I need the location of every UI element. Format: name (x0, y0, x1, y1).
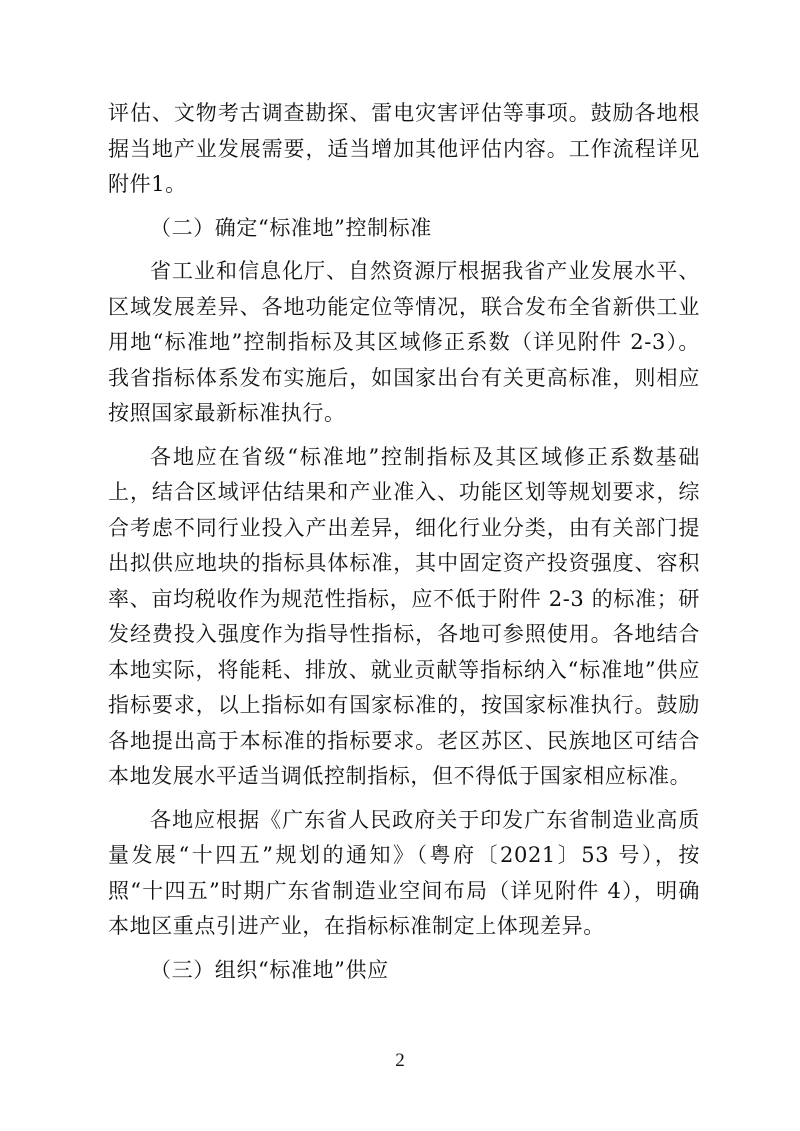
page-number: 2 (395, 1050, 405, 1071)
paragraph-industry-layout: 各地应根据《广东省人民政府关于印发广东省制造业高质量发展“十四五”规划的通知》（粤府〔2021〕53 号），按照“十四五”时期广东省制造业空间布局（详见附件 4），明确本地区重点引进产业，在指标标准制定上体现差异。 (108, 807, 700, 938)
paragraph-intro-continuation: 评估、文物考古调查勘探、雷电灾害评估等事项。鼓励各地根据当地产业发展需要，适当增加其他评估内容。工作流程详见附件1。 (108, 101, 700, 196)
section-heading-3: （三）组织“标准地”供应 (150, 957, 389, 982)
document-body (108, 96, 700, 988)
section-heading-2: （二）确定“标准地”控制标准 (150, 215, 432, 240)
paragraph-control-indicators: 省工业和信息化厅、自然资源厅根据我省产业发展水平、区域发展差异、各地功能定位等情况，联合发布全省新供工业用地“标准地”控制指标及其区域修正系数（详见附件 2-3）。我省指标体系发布实施后，如国家出台有关更高标准，则相应按照国家最新标准执行。 (108, 259, 700, 425)
paragraph-local-standards: 各地应在省级“标准地”控制指标及其区域修正系数基础上，结合区域评估结果和产业准入、功能区划等规划要求，综合考虑不同行业投入产出差异，细化行业分类，由有关部门提出拟供应地块的指标具体标准，其中固定资产投资强度、容积率、亩均税收作为规范性指标，应不低于附件 2-3 的标准；研发经费投入强度作为指导性指标，各地可参照使用。各地结合本地实际，将能耗、排放、就业贡献等指标纳入“标准地”供应指标要求，以上指标如有国家标准的，按国家标准执行。鼓励各地提出高于本标准的指标要求。老区苏区、民族地区可结合本地发展水平适当调低控制指标，但不得低于国家相应标准。 (108, 444, 700, 788)
